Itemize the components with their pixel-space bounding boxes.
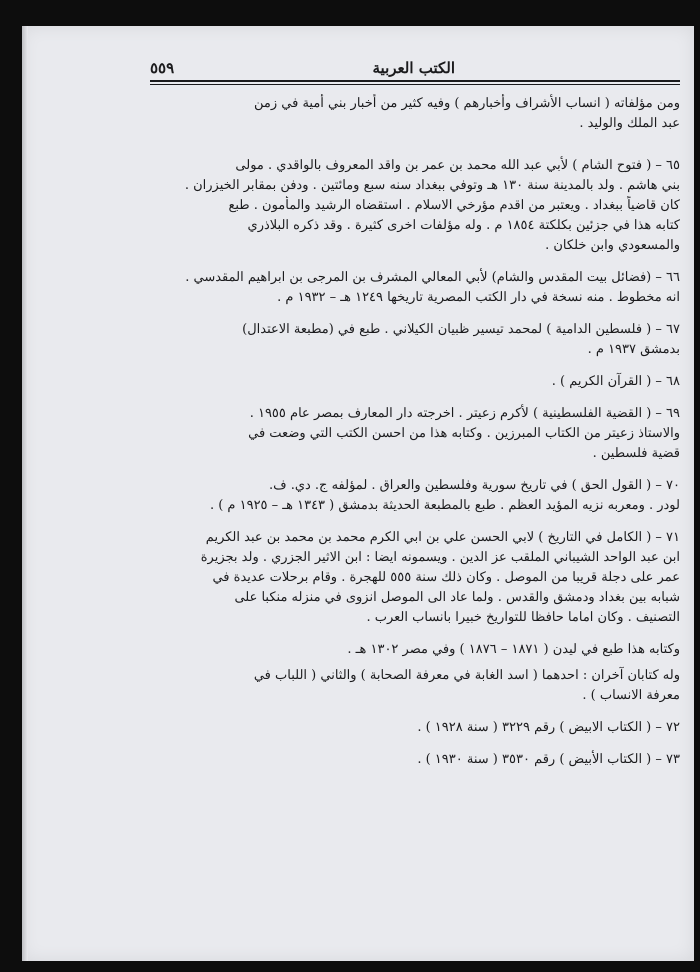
- text-line: معرفة الانساب ) .: [582, 688, 680, 703]
- text-line: شبابه بين بغداد ودمشق والقدس . ولما عاد الى الموصل انزوى في منزله منكبا على: [234, 590, 680, 605]
- entry-69: [150, 404, 680, 464]
- text-line: والاستاذ زعيتر من الكتاب المبرزين . وكتابه هذا من احسن الكتب التي وضعت في: [248, 426, 680, 441]
- text-line: وكتابه هذا طبع في ليدن ( ١٨٧١ – ١٨٧٦ ) وفي مصر ١٣٠٢ هـ .: [347, 642, 680, 657]
- paragraph-intro: [150, 94, 680, 134]
- text-line: ٦٦ – (فضائل بيت المقدس والشام) لأبي المعالي المشرف بن المرجى بن ابراهيم المقدسي .: [185, 270, 680, 285]
- header-title: الكتب العربية: [372, 59, 455, 77]
- page-number: ٥٥٩: [150, 59, 175, 77]
- entry-65: [150, 156, 680, 256]
- text-line: ٦٥ – ( فتوح الشام ) لأبي عبد الله محمد بن عمر بن واقد المعروف بالواقدي . مولى: [235, 158, 680, 173]
- text-line: كان قاضياً ببغداد . ويعتبر من اقدم مؤرخي الاسلام . استقضاه الرشيد والمأمون . طبع: [228, 198, 680, 213]
- running-header: [150, 58, 680, 82]
- entry-67: [150, 320, 680, 360]
- entry-72: [150, 718, 680, 738]
- text-line: ومن مؤلفاته ( انساب الأشراف وأخبارهم ) وفيه كثير من أخبار بني أمية في زمن: [254, 96, 680, 111]
- text-line: ابن عبد الواحد الشيباني الملقب عز الدين . ويسمونه ايضا : ابن الاثير الجزري . ولد بجزيرة: [200, 550, 680, 565]
- text-line: التصنيف . وكان اماما حافظا للتواريخ خبيرا بانساب العرب .: [366, 610, 680, 625]
- page-content: [150, 58, 680, 918]
- text-line: ٦٨ – ( القرآن الكريم ) .: [551, 374, 680, 389]
- entry-66: [150, 268, 680, 308]
- text-line: بدمشق ١٩٣٧ م .: [587, 342, 680, 357]
- text-line: والمسعودي وابن خلكان .: [545, 238, 680, 253]
- text-line: قضية فلسطين .: [592, 446, 680, 461]
- entry-68: [150, 372, 680, 392]
- entry-71-other-books: [150, 666, 680, 706]
- text-line: لودر . ومعربه نزيه المؤيد العظم . طبع بالمطبعة الحديثة بدمشق ( ١٣٤٣ هـ – ١٩٢٥ م ) .: [209, 498, 680, 513]
- text-line: ٧٣ – ( الكتاب الأبيض ) رقم ٣٥٣٠ ( سنة ١٩٣٠ ) .: [417, 752, 680, 767]
- text-line: ٦٧ – ( فلسطين الدامية ) لمحمد تيسير ظبيان الكيلاني . طبع في (مطبعة الاعتدال): [242, 322, 680, 337]
- text-line: كتابه هذا في جزئين بكلكتة ١٨٥٤ م . وله مؤلفات اخرى كثيرة . وقد ذكره البلاذري: [247, 218, 680, 233]
- entry-73: [150, 750, 680, 770]
- text-line: ٧١ – ( الكامل في التاريخ ) لابي الحسن علي بن ابي الكرم محمد بن محمد بن عبد الكريم: [205, 530, 680, 545]
- text-line: انه مخطوط . منه نسخة في دار الكتب المصرية تاريخها ١٢٤٩ هـ – ١٩٣٢ م .: [277, 290, 680, 305]
- entry-71: [150, 528, 680, 628]
- text-line: وله كتابان آخران : احدهما ( اسد الغابة في معرفة الصحابة ) والثاني ( اللباب في: [253, 668, 680, 683]
- text-line: ٦٩ – ( القضية الفلسطينية ) لأكرم زعيتر . اخرجته دار المعارف بمصر عام ١٩٥٥ .: [249, 406, 680, 421]
- text-line: ٧٢ – ( الكتاب الابيض ) رقم ٣٢٢٩ ( سنة ١٩٢٨ ) .: [417, 720, 680, 735]
- entry-71-editions: [150, 640, 680, 660]
- text-line: عمر على دجلة قريبا من الموصل . وكان ذلك سنة ٥٥٥ للهجرة . وقام برحلات عديدة في: [212, 570, 680, 585]
- text-line: عبد الملك والوليد .: [579, 116, 680, 131]
- text-line: بني هاشم . ولد بالمدينة سنة ١٣٠ هـ وتوفي ببغداد سنه سبع ومائتين . ودفن بمقابر الخيزران .: [184, 178, 680, 193]
- entry-70: [150, 476, 680, 516]
- text-line: ٧٠ – ( القول الحق ) في تاريخ سورية وفلسطين والعراق . لمؤلفه ج. دي. ف.: [268, 478, 680, 493]
- page-binding-edge: [22, 26, 28, 961]
